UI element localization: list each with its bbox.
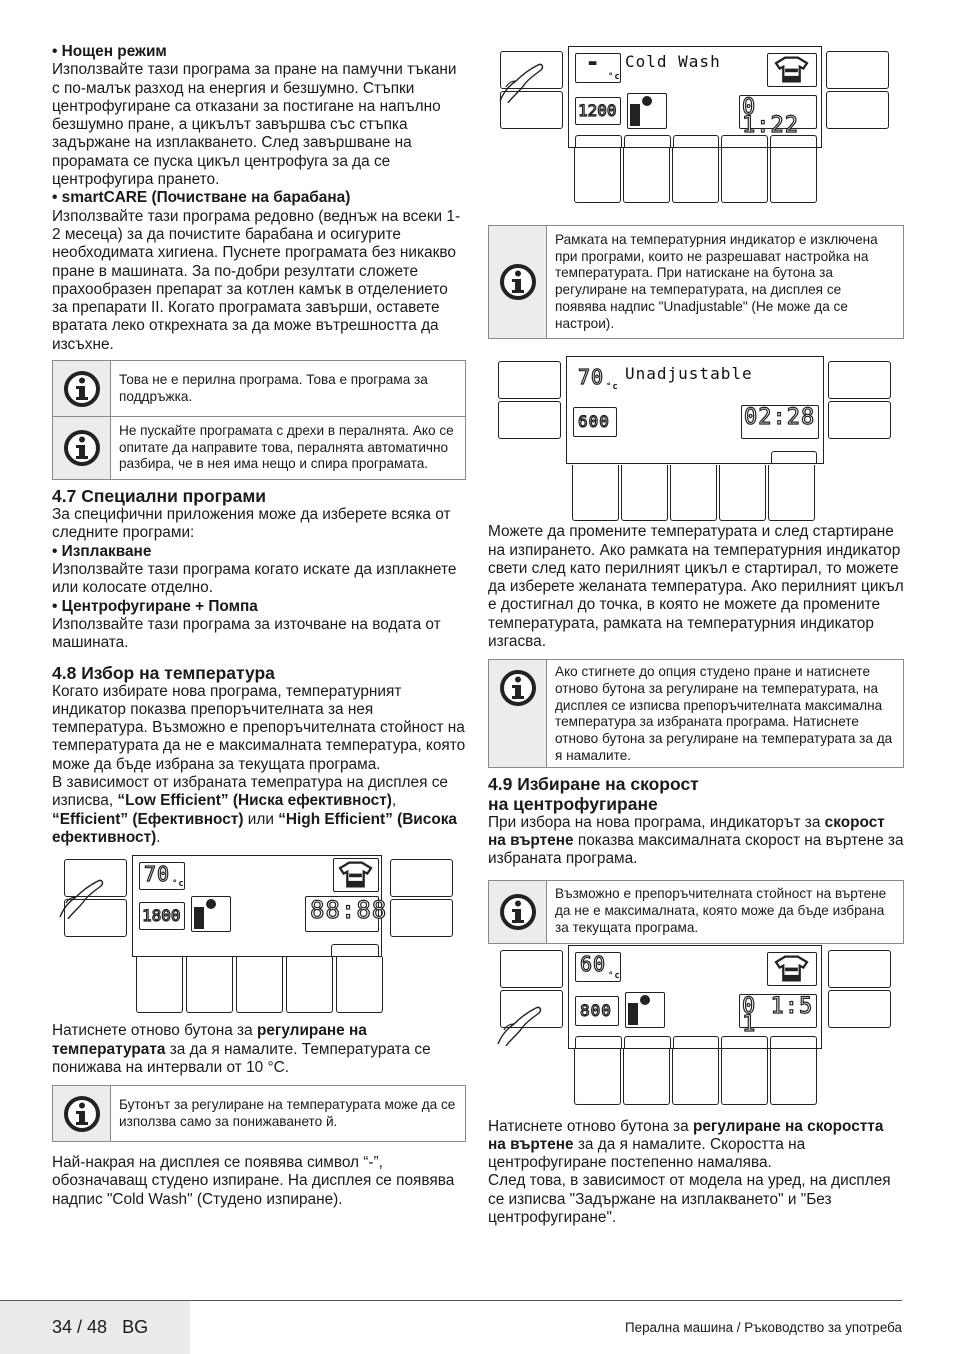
control-panel-illustration-unadjustable — [488, 353, 904, 519]
sub-button — [770, 1049, 817, 1105]
section-4-7-intro: За специфични приложения може да изберете всяка от следните програми: — [52, 506, 451, 542]
section-4-9-intro: При избора на нова програма, индикаторът за скорост на въртене показва максималната скорост на въртене за избраната програма. — [488, 813, 904, 868]
section-4-9-heading: 4.9 Избиране на скорост на центрофугиране — [488, 773, 699, 814]
sub-button — [768, 465, 815, 521]
night-mode-title: • Нощен режим — [52, 43, 167, 60]
display-tabs — [575, 1036, 819, 1048]
spin-display: 1800 — [139, 902, 185, 930]
options-display — [191, 896, 231, 932]
sub-button — [623, 1049, 670, 1105]
sub-button — [136, 957, 183, 1013]
sub-button — [672, 1049, 719, 1105]
smartcare-title: • smartCARE (Почистване на барабана) — [52, 189, 351, 207]
page-number: 34 / 48 BG — [0, 1301, 190, 1354]
sub-button — [574, 147, 621, 203]
panel-button — [390, 859, 453, 897]
garment-icon — [333, 858, 379, 892]
night-mode-body: Използвайте тази програма за пране на памучни тъкани с по-малък разход на енергия и безшумно. Стъпки центрофугиране са отказани за постигане на напълно безшумно пране, а цикълът завършва със стъпка задържане на изплакването. След завършване на прорамата се пуска цикъл центрофуга за да се центрофугира прането. — [52, 61, 457, 189]
sub-button — [721, 147, 768, 203]
unadjustable-label: Unadjustable — [625, 364, 753, 384]
sub-button — [623, 147, 670, 203]
temp-display: 60 °c — [575, 952, 621, 982]
sub-button — [574, 1049, 621, 1105]
time-display: 0 1:5 1 — [739, 994, 817, 1028]
sub-button — [572, 465, 619, 521]
panel-button — [828, 950, 891, 988]
info-icon — [53, 417, 111, 479]
time-display: 0 1:22 — [739, 95, 817, 129]
display-tabs — [331, 944, 381, 956]
panel-button — [826, 51, 889, 89]
spin-model-text: След това, в зависимост от модела на уред, на дисплея се изписва "Задържане на изплакването" и "Без центрофугиране". — [488, 1172, 891, 1226]
garment-icon — [767, 53, 817, 87]
temp-display: - °c — [575, 53, 621, 83]
rinse-body: Използвайте тази програма когато искате да изплакнете или колосате отделно. — [52, 561, 457, 597]
info-icon — [489, 226, 547, 338]
lcd-screen — [132, 855, 388, 957]
footer-title: Перална машина / Ръководство за употреба — [625, 1320, 902, 1335]
spin-display: 1200 — [575, 97, 621, 125]
smartcare-body: Използвайте тази програма редовно (веднъж на всеки 1-2 месеца) за да почистите барабана и осигурите необходимата хигиена. Пуснете програмата без никакво пране в машината. За по-добри резултати сложете прахообразен препарат за котлен камък в отделението за препарати II. Когато програмата завърши, оставете вратата леко открехната за да може вътрешността да изсъхне. — [52, 207, 461, 353]
right-column — [488, 43, 904, 1227]
sub-button — [770, 147, 817, 203]
sub-button — [336, 957, 383, 1013]
cold-wash-label: Cold Wash — [625, 52, 721, 71]
info-note-cold-option: Ако стигнете до опция студено пране и натиснете отново бутона за регулиране на температурата, на дисплея се изписва препоръчителната максимална температура за избраната програма. Натиснете отново бутона за регулиране на температурата за да я намалите. — [488, 659, 904, 767]
panel-button — [500, 950, 563, 988]
info-icon — [53, 361, 111, 416]
panel-button — [390, 899, 453, 937]
hand-pointer-icon — [496, 994, 544, 1046]
control-panel-illustration-temp — [52, 859, 466, 1014]
hand-pointer-icon — [498, 51, 546, 103]
time-display: 88:88 — [305, 896, 379, 932]
lcd-screen — [568, 46, 822, 148]
info-icon — [489, 881, 547, 942]
cold-wash-text: Най-накрая на дисплея се появява символ “-”, обозначаващ студено изпиране. На дисплея се появява надпис "Cold Wash" (Студено изпиране). — [52, 1154, 455, 1208]
sub-button — [286, 957, 333, 1013]
display-tabs — [575, 135, 819, 147]
sub-button — [670, 465, 717, 521]
section-4-7-heading: 4.7 Специални програми — [52, 486, 267, 507]
sub-button — [621, 465, 668, 521]
sub-button — [186, 957, 233, 1013]
info-note-unadjustable: Рамката на температурния индикатор е изключена при програми, които не разрешават настройка на температурата. При натискане на бутона за регулиране на температурата, на дисплея се появява надпис "Unadjustable" (Не може да се настрои). — [488, 225, 904, 339]
info-icon — [53, 1086, 111, 1141]
info-note-temp-button: Бутонът за регулиране на температурата може да се използва само за понижаването й. — [52, 1085, 466, 1142]
info-note-spin-max: Възможно е препоръчителната стойност на въртене да не е максималната, която може да бъде избрана за текущата програма. — [488, 880, 904, 943]
lcd-screen — [568, 945, 822, 1049]
panel-button — [498, 361, 561, 399]
control-panel-illustration-cold-wash — [488, 43, 904, 205]
info-note-no-clothes: Не пускайте програмата с дрехи в пералнята. Ако се опитате да направите това, пералнята автоматично разбира, че в нея има нещо и спира програмата. — [52, 417, 466, 480]
left-column — [52, 43, 466, 1209]
spin-pump-body: Използвайте тази програма за източване на водата от машината. — [52, 615, 441, 652]
section-4-8-para2: В зависимост от избраната темепратура на дисплея се изписва, “Low Efficient” (Ниска ефективност), “Efficient” (Ефективност) или “High Efficient” (Висока ефективност). — [52, 774, 457, 846]
display-tabs — [771, 451, 819, 463]
rinse-title: • Изплакване — [52, 542, 152, 560]
control-panel-illustration-spin — [488, 948, 904, 1110]
sub-button — [719, 465, 766, 521]
panel-button — [826, 91, 889, 129]
options-display — [625, 992, 665, 1028]
hand-pointer-icon — [58, 867, 106, 919]
temp-display: 70 °c — [573, 365, 619, 393]
info-icon — [489, 660, 547, 766]
sub-button — [236, 957, 283, 1013]
temp-display: 70 °c — [139, 862, 185, 890]
info-note-maintenance: Това не е перилна програма. Това е програма за поддръжка. — [52, 360, 466, 417]
time-display: 02:28 — [741, 405, 819, 439]
options-display — [627, 93, 667, 129]
panel-button — [828, 401, 891, 439]
change-temp-text: Можете да промените температурата и след стартиране на изпирането. Ако рамката на температурния индикатор свети след като перилният цикъл е стартирал, то можете да изберете желаната температура. Ако перилният цикъл е достигнал до точка, в която не можете да промените температурата, рамката на температурния индикатор изгасва. — [488, 523, 904, 650]
panel-button — [828, 990, 891, 1028]
sub-button — [672, 147, 719, 203]
page-footer — [0, 1300, 954, 1354]
press-temp-text: Натиснете отново бутона за регулиране на температурата за да я намалите. Температурата се понижава на интервали от 10 °C. — [52, 1022, 431, 1076]
lcd-screen — [566, 356, 824, 464]
sub-button — [721, 1049, 768, 1105]
spin-display: 800 — [575, 996, 619, 1026]
spin-pump-title: • Центрофугиране + Помпа — [52, 597, 258, 615]
press-spin-text: Натиснете отново бутона за регулиране на скоростта на въртене за да я намалите. Скоростта на центрофугиране постепенно намалява. — [488, 1117, 884, 1172]
panel-button — [828, 361, 891, 399]
panel-button — [498, 401, 561, 439]
spin-display: 600 — [573, 407, 617, 437]
section-4-8-heading: 4.8 Избор на температура — [52, 662, 275, 683]
section-4-8-para1: Когато избирате нова програма, температурният индикатор показва препоръчителната за нея температура. Възможно е препоръчителната стойност на температурата да не е максималната температура, която може да бъде избрана за текущата програма. — [52, 682, 466, 773]
garment-icon — [767, 952, 817, 986]
